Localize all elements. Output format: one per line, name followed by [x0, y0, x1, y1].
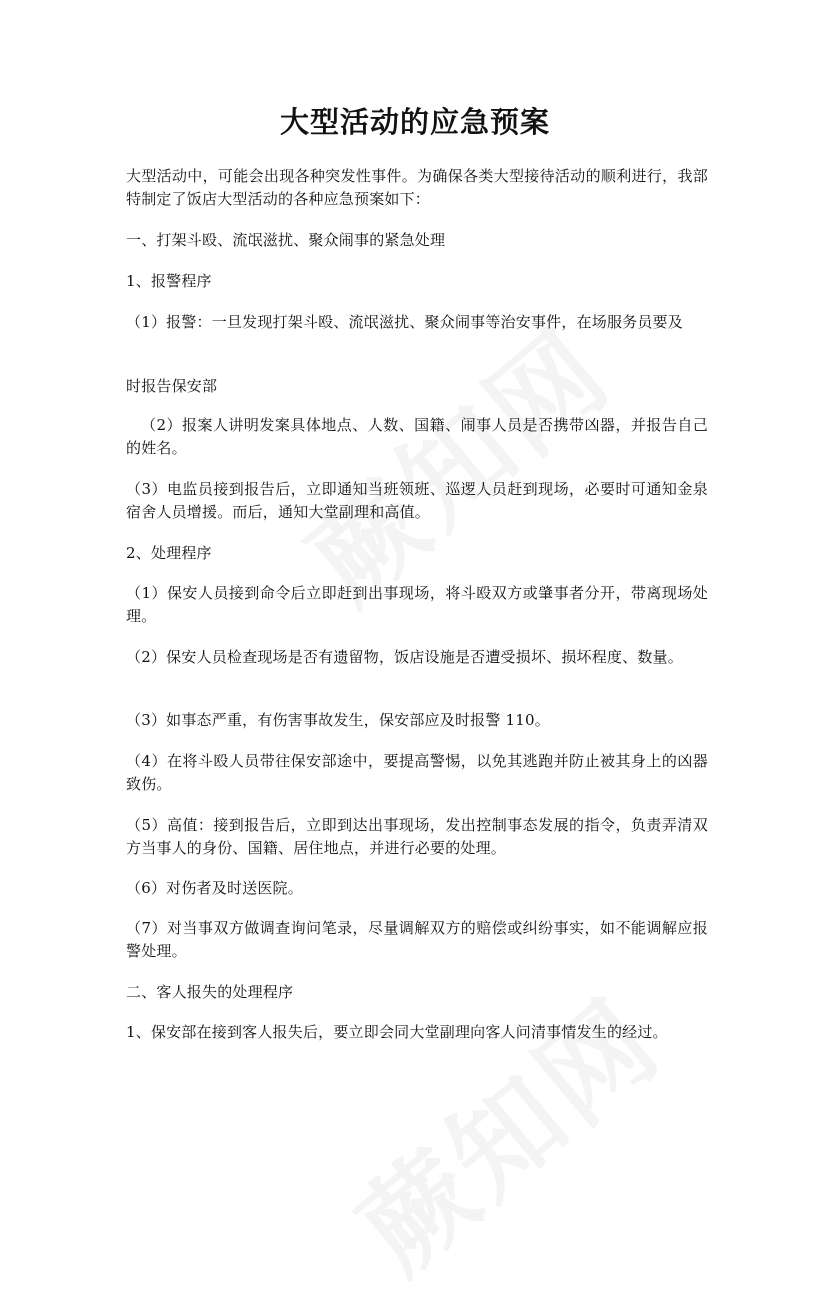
paragraph: （4）在将斗殴人员带往保安部途中，要提高警惕，以免其逃跑并防止被其身上的凶器致伤。 [126, 752, 708, 793]
subsection-heading: 1、报警程序 [126, 272, 212, 290]
section-heading: 二、客人报失的处理程序 [126, 983, 294, 1001]
paragraph: （1）报警：一旦发现打架斗殴、流氓滋扰、聚众闹事等治安事件，在场服务员要及 [126, 313, 683, 331]
paragraph: 时报告保安部 [126, 377, 218, 395]
document-title: 大型活动的应急预案 [279, 105, 550, 139]
watermark [320, 957, 688, 1301]
paragraph: （2）报案人讲明发案具体地点、人数、国籍、闹事人员是否携带凶器，并报告自己的姓名。 [126, 416, 708, 457]
paragraph: （3）如事态严重，有伤害事故发生，保安部应及时报警 110。 [126, 711, 550, 729]
paragraph: （6）对伤者及时送医院。 [126, 879, 303, 897]
paragraph: （3）电监员接到报告后，立即通知当班领班、巡逻人员赶到现场，必要时可通知金泉宿舍人员增援。而后，通知大堂副理和高值。 [126, 480, 708, 521]
paragraph: （7）对当事双方做调查询问笔录，尽量调解双方的赔偿或纠纷事实，如不能调解应报警处理。 [126, 919, 708, 960]
paragraph: （2）保安人员检查现场是否有遗留物，饭店设施是否遭受损坏、损坏程度、数量。 [126, 648, 683, 666]
section-heading: 一、打架斗殴、流氓滋扰、聚众闹事的紧急处理 [126, 231, 446, 249]
paragraph: （5）高值：接到报告后，立即到达出事现场，发出控制事态发展的指令，负责弄清双方当事人的身份、国籍、居住地点，并进行必要的处理。 [126, 816, 708, 857]
intro-paragraph: 大型活动中，可能会出现各种突发性事件。为确保各类大型接待活动的顺利进行，我部特制定了饭店大型活动的各种应急预案如下： [126, 167, 708, 208]
paragraph: 1、保安部在接到客人报失后，要立即会同大堂副理向客人问清事情发生的经过。 [126, 1023, 668, 1041]
paragraph: （1）保安人员接到命令后立即赶到出事现场，将斗殴双方或肇事者分开，带离现场处理。 [126, 584, 708, 625]
subsection-heading: 2、处理程序 [126, 544, 212, 562]
